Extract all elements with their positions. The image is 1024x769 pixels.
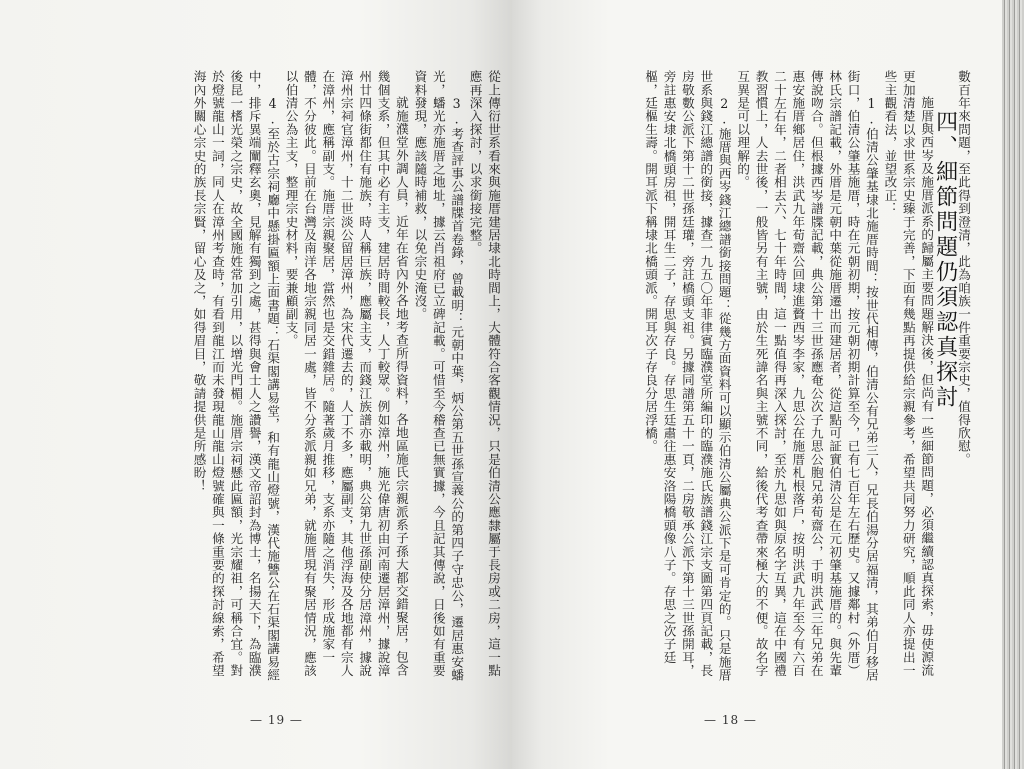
paragraph: 4.至於古宗祠廳中懸掛匾額上面書題：石渠閣講易堂，和有龍山燈號，漢代施讐公在石渠閣講易經中，排斥異端闡釋玄奧，見解有獨到之處，甚得與會士人之讚譽，漢文帝詔封為博士，名揚天下，為臨濮後昆一榰光榮之宗史，故全國施姓常加引用，以增光門楣。施厝宗祠懸此匾額，光宗耀祖，可稱合宜。對於燈號龍山一詞，同人在漳州考查時，有看到龍江而未發現龍山龍山燈號確與一條重要的探討線索，希望海內外關心宗史的族長宗賢，留心及之，如得眉目，敬請提供是所感盼！ xyxy=(191,70,281,683)
left-page-text xyxy=(62,70,502,690)
paragraph: 3.考查評事公譜牒首卷錄，曾載明：元朝中葉，炳公第五世孫宣義公的第四子守忠公，遷居惠安蟠光，蟠光亦施厝之地址，據云肖祖府已立碑記載。可惜至今稽查已無實據，今且記其傳說，日後如有重要資料發現，應該隨時補救，以免宗史淹沒。 xyxy=(412,70,465,683)
page-number: — 19 — xyxy=(250,713,303,727)
section-heading: 四、細節問題仍須認真探討 xyxy=(932,110,958,410)
paragraph: 2.施厝與西岑錢江總譜銜接問題：從幾方面資料可以顯示伯清公屬典公派下是可肯定的。只是施厝世系與錢江總譜的銜接，據查一九五〇年菲律賓臨濮堂所編印的臨濮施氏族譜錢江宗支圖第四頁記載，長房敬數公派下第十二世孫廷瓘，旁註橋頭支祖。另據同譜第五十一頁，二房敬承公派下第十三世孫開耳，旁註惠安埭北橋頭房祖，開耳生二子，存思與存良。存思生廷肅往惠安洛陽橋頭像八子。存思之次子廷樞，廷樞生壽。開耳派下稱埭北橋頭派。開耳次子存良分居浮橋。 xyxy=(643,70,732,683)
paragraph: 施厝與西岑及施厝派系的歸屬主要問題解決後，但尚有一些細節問題，必須繼續認真探索，毋使源流更加清楚以求世系宗史臻于完善，下面有幾點再提供給宗親參考，希望共同努力研究，順此同人亦提出一些主觀看法，並望改正： xyxy=(882,70,935,678)
right-page-text xyxy=(532,70,972,690)
page-edges xyxy=(1002,0,1024,769)
paragraph: 就施濮堂外調人員，近年在省內外各地考查所得資料，各地區施氏宗親派系子孫大都交錯聚居，包含幾個支系，但其中必有主支，建居時間較長，人丁較眾。例如漳州，施光偉唐初由河南遷居漳州，據說漳州廿四條街都住有施族，時人稱巨族，應屬主支，而錢江族譜亦載明，典公第九世孫副使分居漳州，據說漳州宗祠官漳州，十二世淡公留居漳州，為宋代遷去的，人丁不多，應屬副支，其他浮海及各地都有宗人在漳州，應稱副支。施厝宗親聚居，當然也是交錯雜居。隨著歲月推移，支系亦隨之消失，形成施家一體，不分彼此。目前在台灣及南洋各地宗親同居一處，皆不分系派親如兄弟，就施厝現有聚居情況，應該以伯清公為主支，整理宗史材料，要兼顧副支。 xyxy=(283,70,409,678)
paragraph: 1.伯清公肇基埭北施厝時間：按世代相傳，伯清公有兄弟三人，兄長伯湯分居福清，其弟伯月移居街口，伯清公肇基施厝，時在元朝初期，按元朝初期計算至今，已有七百年左右歷史。又據鄰村（外厝）林氏宗譜記載，外厝是元朝中葉從施厝遷出而建居者，從這點可証實伯清公是在元初肇基施厝的。與先輩傳說吻合。但根據西岑譜牒記載，典公第十三世孫應奄公次子九思公胞兄弟荀齋公，于明洪武三年兄弟在惠安施厝鄉居住，洪武九年荀齋公回埭進贅西岑李家，九思公在施厝札根落戶，按明洪武九年至今有六百二十左右年，二者相去六、七十年時間，這一點值得再深入探討，至於九思如與原名字互異，這在中國禮教習慣上，人去世後，一般皆另有主號，由於生死諱名與主號不同，給後代考查帶來極大的不便。故名字互異是可以理解的。 xyxy=(735,70,879,683)
paragraph: 數百年來問題，至此得到澄清，此為咱族一件重要宗史，值得欣慰。 xyxy=(956,70,971,466)
right-page xyxy=(512,0,1002,769)
paragraph: 從上傳衍世系看來與施厝建居埭北時間上，大體符合客觀情況，只是伯清公應隸屬于長房或二房，這一點應再深入探討，以求銜接完整。 xyxy=(467,70,501,678)
page-number: — 18 — xyxy=(704,713,757,727)
